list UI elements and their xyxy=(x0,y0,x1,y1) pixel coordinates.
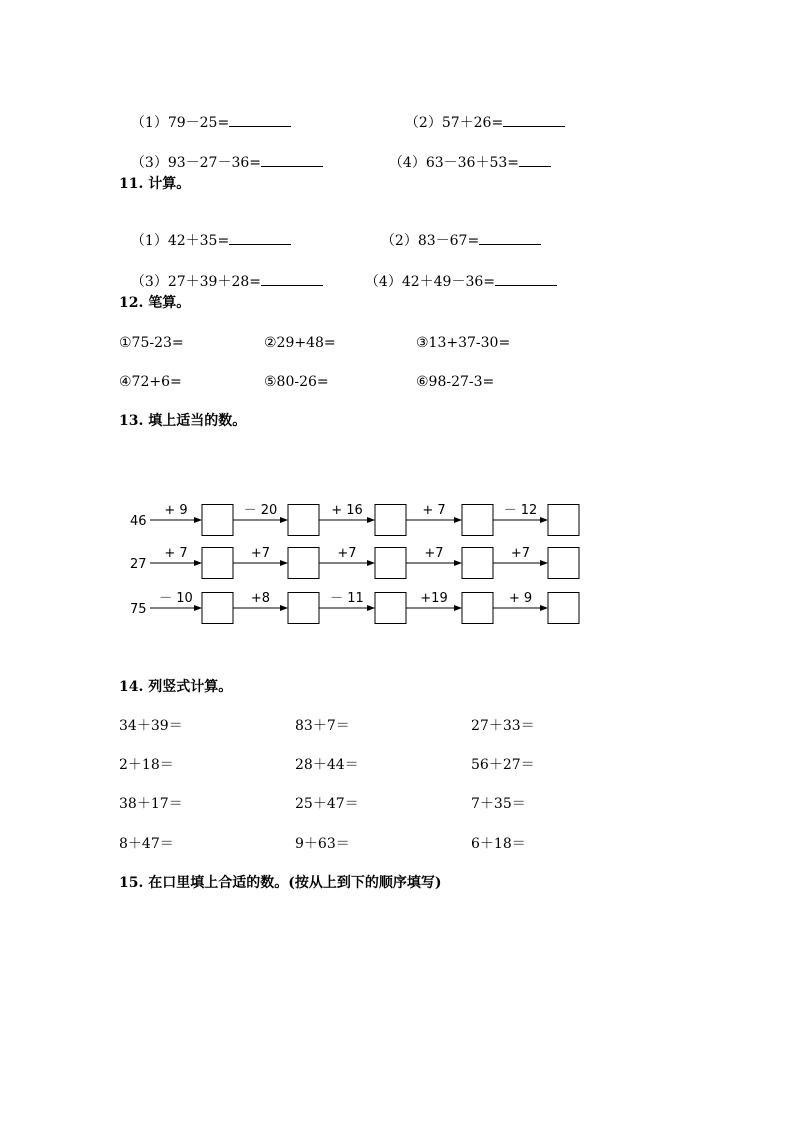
chain-operation-label: + 9 xyxy=(508,591,533,606)
answer-box[interactable] xyxy=(462,505,493,536)
q14-item: 8＋47＝ xyxy=(119,836,174,852)
chain-operation-label: +7 xyxy=(250,546,271,561)
q14-title: 14. 列竖式计算。 xyxy=(119,679,233,695)
q14-item: 83＋7＝ xyxy=(295,718,350,734)
q11-item-4-text: （4）42＋49－36= xyxy=(364,274,495,290)
chain-operation-label: +7 xyxy=(424,546,444,561)
q14-item: 9＋63＝ xyxy=(295,836,350,852)
answer-box[interactable] xyxy=(375,593,406,624)
q12-item-5: ⑤80-26= xyxy=(264,374,329,390)
q14-item: 56＋27＝ xyxy=(471,757,535,773)
q11-item-3-text: （3）27＋39＋28= xyxy=(130,274,261,290)
answer-box[interactable] xyxy=(548,593,579,624)
chain-operation-label: － 20 xyxy=(243,503,278,518)
q12-item-2: ②29+48= xyxy=(264,335,336,351)
chain-start-number: 27 xyxy=(130,557,147,572)
q11-title: 11. 计算。 xyxy=(119,176,191,192)
answer-box[interactable] xyxy=(462,593,493,624)
answer-box[interactable] xyxy=(548,548,579,579)
q10-item-1-text: （1）79－25= xyxy=(130,115,230,131)
q14-item: 28＋44＝ xyxy=(295,757,359,773)
chain-operation-label: + 16 xyxy=(331,503,363,518)
answer-box[interactable] xyxy=(202,593,233,624)
answer-box[interactable] xyxy=(375,548,406,579)
answer-box[interactable] xyxy=(462,548,493,579)
chain-operation-label: + 9 xyxy=(164,503,188,518)
q14-item: 7＋35＝ xyxy=(471,796,526,812)
chain-operation-label: － 11 xyxy=(330,591,364,606)
answer-box[interactable] xyxy=(288,505,319,536)
q12-item-1: ①75-23= xyxy=(119,335,184,351)
answer-box[interactable] xyxy=(548,505,579,536)
q14-item: 25＋47＝ xyxy=(295,796,359,812)
chain-operation-label: +7 xyxy=(337,546,357,561)
chain-start-number: 75 xyxy=(130,602,147,617)
answer-box[interactable] xyxy=(288,548,319,579)
q11-item-2-text: （2）83－67= xyxy=(380,233,480,249)
q12-item-3: ③13+37-30= xyxy=(416,335,511,351)
q13-title: 13. 填上适当的数。 xyxy=(119,413,247,429)
chain-operation-label: +8 xyxy=(250,591,271,606)
q12-item-6: ⑥98-27-3= xyxy=(416,374,495,390)
chain-operation-label: + 7 xyxy=(164,546,188,561)
q14-item: 2＋18＝ xyxy=(119,757,174,773)
q14-item: 6＋18＝ xyxy=(471,836,526,852)
q14-item: 27＋33＝ xyxy=(471,718,535,734)
q12-item-4: ④72+6= xyxy=(119,374,182,390)
answer-box[interactable] xyxy=(202,548,233,579)
q10-item-2-text: （2）57＋26= xyxy=(404,115,504,131)
q15-title: 15. 在口里填上合适的数。(按从上到下的顺序填写) xyxy=(119,875,442,891)
answer-box[interactable] xyxy=(202,505,233,536)
q12-title: 12. 笔算。 xyxy=(119,295,191,311)
q14-item: 38＋17＝ xyxy=(119,796,183,812)
q10-item-3-text: （3）93－27－36= xyxy=(130,155,261,171)
answer-box[interactable] xyxy=(288,593,319,624)
chain-operation-label: +7 xyxy=(510,546,531,561)
chain-operation-label: － 12 xyxy=(503,503,538,518)
chain-start-number: 46 xyxy=(130,514,147,529)
chain-operation-label: + 7 xyxy=(422,503,446,518)
chain-operation-label: +19 xyxy=(420,591,448,606)
q14-item: 34＋39＝ xyxy=(119,718,183,734)
q11-item-1-text: （1）42＋35= xyxy=(130,233,230,249)
answer-box[interactable] xyxy=(375,505,406,536)
q10-item-4-text: （4）63－36＋53= xyxy=(388,155,519,171)
chain-operation-label: － 10 xyxy=(159,591,193,606)
